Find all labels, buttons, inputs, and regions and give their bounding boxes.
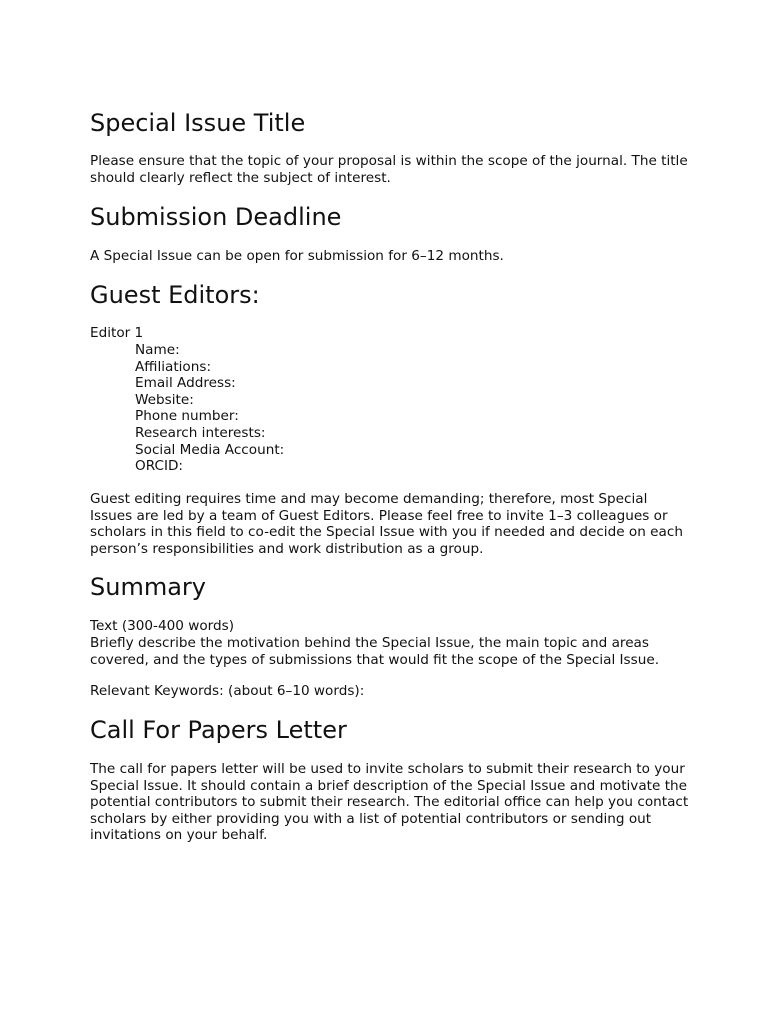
submission-deadline-heading: Submission Deadline: [90, 203, 342, 231]
editor-fields-list: [90, 342, 690, 475]
call-for-papers-body: The call for papers letter will be used to invite scholars to submit their research to your Special Issue. It should contain a brief description of the Special Issue and motivate the potential contributors to submit their research. The editorial office can help you contact scholars by either providing you with a list of potential contributors or sending out invitations on your behalf.: [90, 761, 689, 844]
call-for-papers-heading: Call For Papers Letter: [90, 716, 347, 744]
submission-deadline-body: A Special Issue can be open for submission for 6–12 months.: [90, 248, 504, 264]
editor-field-social-media: Social Media Account:: [135, 441, 285, 458]
summary-heading: Summary: [90, 573, 206, 601]
summary-text-label: Text (300-400 words): [90, 618, 235, 634]
special-issue-title-body: Please ensure that the topic of your proposal is within the scope of the journal. The title should clearly reflect the subject of interest.: [90, 153, 688, 186]
summary-body: Briefly describe the motivation behind the Special Issue, the main topic and areas covered, and the types of submissions that would fit the scope of the Special Issue.: [90, 635, 660, 668]
editor-field-phone: Phone number:: [135, 408, 239, 425]
editor-field-email: Email Address:: [135, 375, 236, 392]
editor-field-name: Name:: [135, 342, 180, 358]
editor-field-affiliations: Affiliations:: [135, 358, 212, 375]
special-issue-title-heading: Special Issue Title: [90, 109, 306, 137]
guest-editors-heading: Guest Editors:: [90, 281, 260, 309]
editor-label: Editor 1: [90, 325, 144, 341]
editor-field-research-interests: Research interests:: [135, 424, 266, 441]
editor-field-website: Website:: [135, 391, 194, 408]
editor-field-orcid: ORCID:: [135, 458, 184, 475]
summary-keywords: Relevant Keywords: (about 6–10 words):: [90, 683, 365, 699]
guest-editors-body: Guest editing requires time and may become demanding; therefore, most Special Issues are led by a team of Guest Editors. Please feel free to invite 1–3 colleagues or scholars in this field to co-edit the Special Issue with you if needed and decide on each person’s responsibilities and work distribution as a group.: [90, 491, 683, 557]
